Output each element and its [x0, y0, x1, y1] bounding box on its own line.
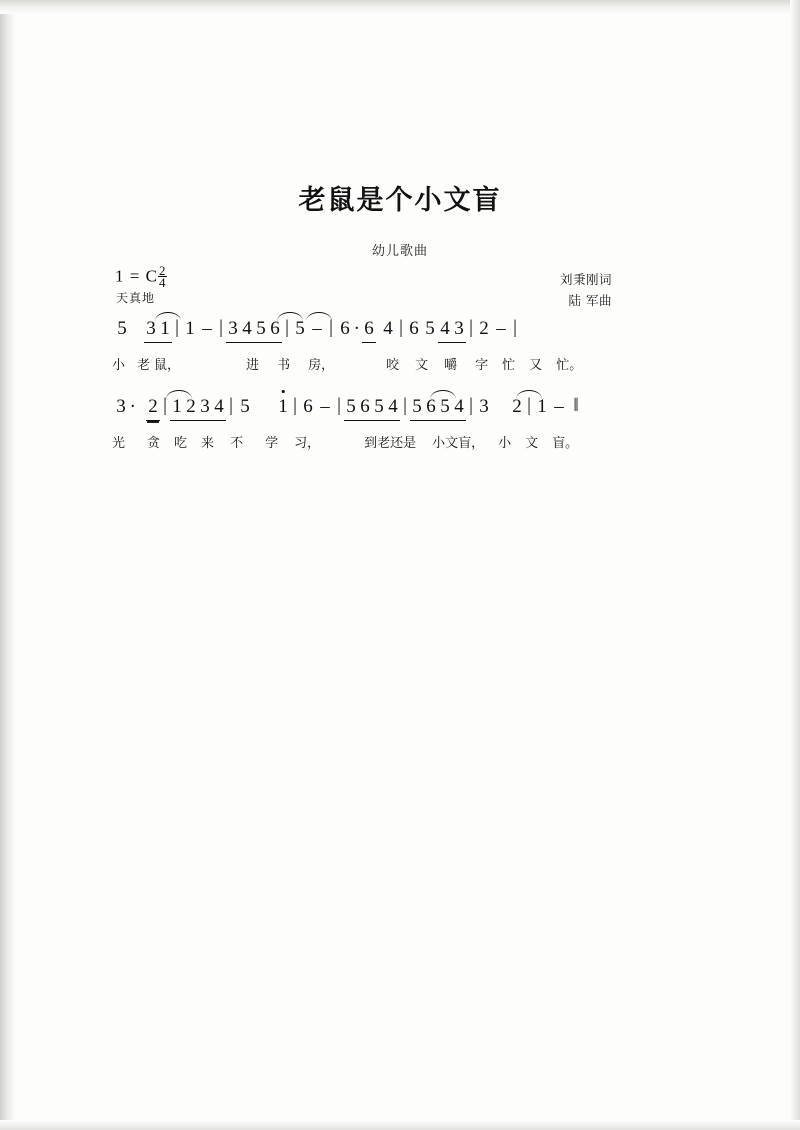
lyric-syllable: 盲。	[552, 436, 579, 451]
notation-line-2	[112, 396, 580, 430]
page-title: 老鼠是个小文盲	[298, 185, 502, 216]
lyric-phrase: 小文盲，	[432, 436, 485, 451]
note: 2	[186, 396, 196, 417]
note-dotted: 6 ·	[336, 318, 354, 340]
lyric-syllable: 咬	[386, 358, 400, 373]
key-signature-text: 1 = C	[115, 266, 158, 286]
lyrics-line-1	[112, 354, 582, 373]
lyric-syllable: 小	[112, 358, 126, 373]
barline: |	[513, 317, 517, 338]
note-group-beamed	[226, 318, 282, 343]
credit-lyricist: 刘秉刚词	[559, 272, 612, 287]
note: 5	[256, 318, 266, 339]
music-system-1	[0, 318, 800, 396]
note: 5	[412, 396, 422, 417]
lyric-syllable: 进	[246, 358, 260, 373]
barline: |	[337, 395, 341, 416]
lyric-syllable: 来	[201, 436, 215, 451]
note-group-beamed	[438, 318, 466, 343]
note: 2	[512, 396, 522, 417]
note: 2	[148, 396, 158, 417]
note: 1	[160, 318, 170, 339]
lyric-syllable: 小	[498, 436, 512, 451]
note: 3	[228, 318, 238, 339]
note-sustain-dash: –	[202, 318, 212, 339]
note: 6	[409, 318, 419, 339]
lyric-syllable: 忙	[502, 358, 516, 373]
note: 5	[240, 396, 250, 417]
note-group-beamed	[170, 396, 226, 421]
barline: |	[469, 395, 473, 416]
note-sustain-dash: –	[312, 318, 322, 339]
time-signature-denominator: 4	[158, 275, 167, 291]
note: 2	[479, 318, 489, 339]
lyric-syllable: 吃	[174, 436, 188, 451]
time-signature	[158, 263, 168, 291]
note: 6	[360, 396, 370, 417]
barline: |	[285, 317, 289, 338]
note: 6	[303, 396, 313, 417]
note: 5	[440, 396, 450, 417]
note: 3	[200, 396, 210, 417]
blank-page-area	[0, 500, 800, 1130]
lyric-syllable: 贪	[147, 436, 161, 451]
note: 4	[214, 396, 224, 417]
credit-composer: 陆 军曲	[568, 293, 612, 308]
note: 1	[185, 318, 195, 339]
barline: |	[229, 395, 233, 416]
lyric-syllable: 文	[415, 358, 429, 373]
note-group-beamed	[144, 318, 172, 343]
note: 5	[295, 318, 305, 339]
note-high-octave: 1	[276, 396, 290, 418]
note: 3	[146, 318, 156, 339]
note: 5	[374, 396, 384, 417]
note: 6	[426, 396, 436, 417]
note: 3	[479, 396, 489, 417]
note: 4	[440, 318, 450, 339]
barline: |	[175, 317, 179, 338]
lyric-syllable: 鼠，	[154, 358, 181, 373]
note: 1	[172, 396, 182, 417]
note-group-beamed	[344, 396, 400, 421]
note: 5	[117, 318, 127, 339]
barline: |	[329, 317, 333, 338]
note-dotted: 3 ·	[112, 396, 130, 418]
note: 5	[346, 396, 356, 417]
lyric-syllable: 又	[529, 358, 543, 373]
lyric-syllable: 光	[112, 436, 126, 451]
slur-arc	[306, 312, 332, 321]
note-group-beamed	[146, 396, 160, 421]
lyric-syllable: 房，	[308, 358, 335, 373]
note: 1	[537, 396, 547, 417]
barline: |	[399, 317, 403, 338]
tempo-mood-marking: 天真地	[116, 291, 156, 305]
final-barline: ‖	[573, 395, 575, 416]
barline: |	[527, 395, 531, 416]
lyric-syllable: 文	[525, 436, 539, 451]
note-group-beamed	[410, 396, 466, 421]
barline: |	[163, 395, 167, 416]
note: 6	[364, 318, 374, 339]
barline: |	[219, 317, 223, 338]
music-system-2	[0, 396, 800, 474]
slur-arc	[155, 312, 181, 321]
lyric-syllable: 忙。	[556, 358, 583, 373]
note: 4	[383, 318, 393, 339]
lyrics-line-2	[112, 432, 578, 451]
note: 4	[388, 396, 398, 417]
note-sustain-dash: –	[496, 318, 506, 339]
lyric-syllable: 书	[277, 358, 291, 373]
lyric-syllable: 字	[475, 358, 489, 373]
page-subtitle: 幼儿歌曲	[371, 244, 428, 259]
lyric-syllable: 老	[137, 358, 151, 373]
note-sustain-dash: –	[554, 396, 564, 417]
note: 4	[454, 396, 464, 417]
note: 4	[242, 318, 252, 339]
barline: |	[293, 395, 297, 416]
barline: |	[469, 317, 473, 338]
lyric-syllable: 不	[230, 436, 244, 451]
note-sustain-dash: –	[320, 396, 330, 417]
time-signature-numerator: 2	[158, 263, 167, 278]
key-signature	[115, 263, 167, 291]
slur-arc	[277, 312, 303, 321]
barline: |	[403, 395, 407, 416]
lyric-syllable: 嚼	[444, 358, 458, 373]
lyric-phrase: 到老还是	[364, 436, 417, 451]
lyric-syllable: 学	[265, 436, 279, 451]
lyric-syllable: 习，	[294, 436, 321, 451]
note: 6	[270, 318, 280, 339]
note: 5	[425, 318, 435, 339]
notation-line-1	[112, 318, 520, 352]
note: 3	[454, 318, 464, 339]
note-group-beamed	[362, 318, 376, 343]
